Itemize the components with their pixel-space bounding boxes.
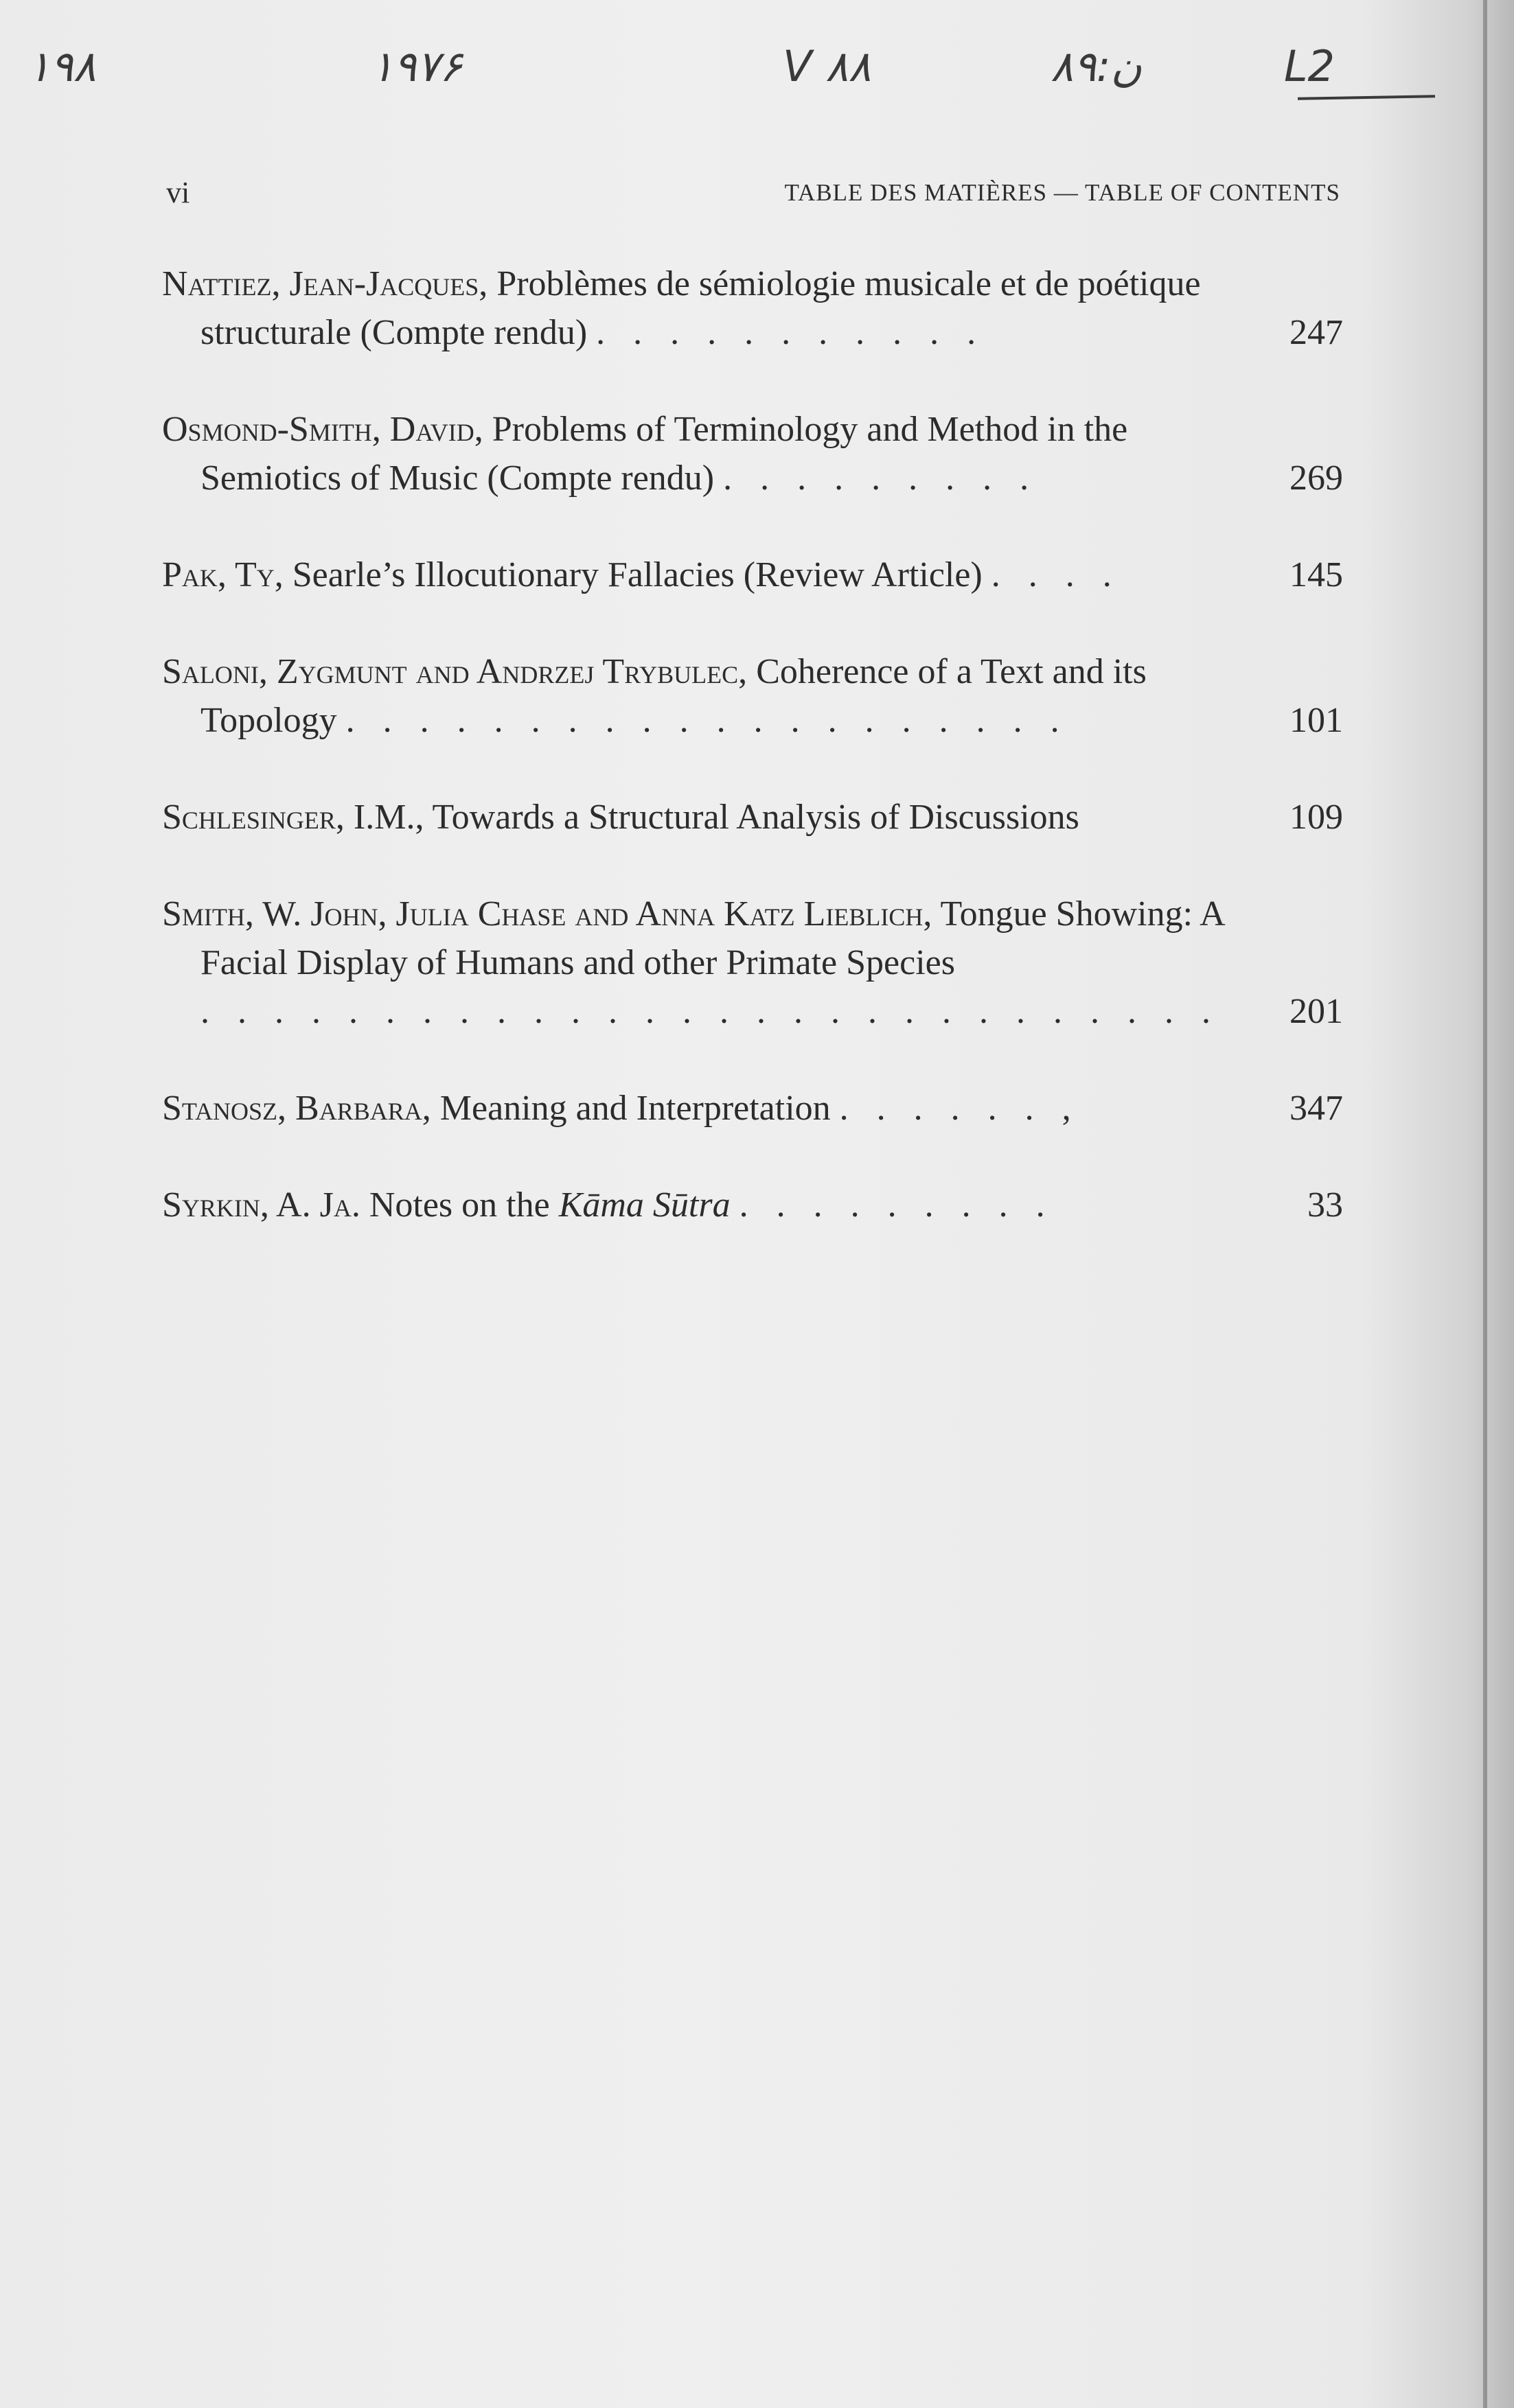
toc-page-number: 109 <box>1289 798 1343 837</box>
toc-page-number: 247 <box>1289 313 1343 352</box>
toc-leader-dots: . . . . . . , <box>839 1089 1081 1128</box>
margin-note: L2 <box>1284 41 1335 91</box>
toc-author: Schlesinger, I.M., <box>162 798 424 837</box>
toc-title: Problèmes de sémiologie musicale et de poétique structurale (Compte rendu) <box>200 264 1201 352</box>
handwritten-margin-notes <box>0 41 1514 124</box>
toc-entry <box>162 1181 1343 1229</box>
toc-leader-dots: . . . . . . . . . . . <box>596 313 986 352</box>
page-folio: vi <box>166 176 190 209</box>
toc-page-number: 33 <box>1307 1185 1343 1225</box>
toc-leader-dots: . . . . . . . . . . . . . . . . . . . . <box>345 701 1069 740</box>
toc-page-number: 101 <box>1289 701 1343 740</box>
toc-entry-text <box>162 793 1272 842</box>
table-of-contents <box>162 259 1343 1277</box>
toc-entry-text <box>162 405 1272 502</box>
toc-entry-text <box>162 259 1272 357</box>
toc-author: Stanosz, Barbara, <box>162 1089 431 1128</box>
toc-entry <box>162 405 1343 502</box>
toc-entry-text <box>162 1084 1272 1133</box>
toc-page-number: 347 <box>1289 1089 1343 1128</box>
toc-entry <box>162 890 1343 1036</box>
margin-note: ۱۹۸ <box>27 41 96 91</box>
toc-title: Meaning and Interpretation <box>439 1089 831 1128</box>
toc-title: Tongue Showing: A Facial Display of Humans and other Primate Species <box>200 894 1224 982</box>
toc-author: Osmond-Smith, David, <box>162 410 483 449</box>
toc-entry <box>162 647 1343 745</box>
toc-author: Syrkin, A. Ja. <box>162 1185 360 1225</box>
toc-entry <box>162 259 1343 357</box>
running-head <box>166 175 1340 216</box>
toc-entry-text <box>162 551 1272 599</box>
toc-title: Coherence of a Text and its Topology <box>200 652 1147 740</box>
toc-author: Nattiez, Jean-Jacques, <box>162 264 488 303</box>
toc-leader-dots: . . . . . . . . . . . . . . . . . . . . . . . . . . . . <box>200 992 1220 1031</box>
toc-author: Smith, W. John, Julia Chase and Anna Katz Lieblich, <box>162 894 932 934</box>
running-head-title: TABLE DES MATIÈRES — TABLE OF CONTENTS <box>784 179 1340 206</box>
toc-author: Pak, Ty, <box>162 555 284 594</box>
margin-note-underline <box>1298 95 1435 100</box>
toc-title: Notes on the <box>369 1185 550 1225</box>
toc-entry-text <box>162 1181 1272 1229</box>
toc-leader-dots: . . . . . . . . . <box>739 1185 1055 1225</box>
toc-entry <box>162 793 1343 842</box>
page-edge-shadow <box>1483 0 1487 2408</box>
toc-entry <box>162 1084 1343 1133</box>
toc-page-number: 201 <box>1289 992 1343 1031</box>
margin-note: ن:۸۹ <box>1051 41 1143 91</box>
toc-leader-dots: . . . . . . . . . <box>723 459 1039 498</box>
toc-title: Towards a Structural Analysis of Discussions <box>432 798 1079 837</box>
toc-author: Saloni, Zygmunt and Andrzej Trybulec, <box>162 652 748 691</box>
toc-title: Problems of Terminology and Method in the Semiotics of Music (Compte rendu) <box>200 410 1128 498</box>
margin-note: V ۸۸ <box>783 41 871 91</box>
toc-leader-dots: . . . . <box>991 555 1121 594</box>
toc-page-number: 269 <box>1289 459 1343 498</box>
toc-title-italic: Kāma Sūtra <box>558 1185 731 1225</box>
toc-title: Searle’s Illocutionary Fallacies (Review Article) <box>292 555 983 594</box>
toc-entry <box>162 551 1343 599</box>
toc-entry-text <box>162 890 1272 1036</box>
toc-page-number: 145 <box>1289 555 1343 594</box>
margin-note: ۱۹۷۶ <box>371 41 463 91</box>
toc-entry-text <box>162 647 1272 745</box>
